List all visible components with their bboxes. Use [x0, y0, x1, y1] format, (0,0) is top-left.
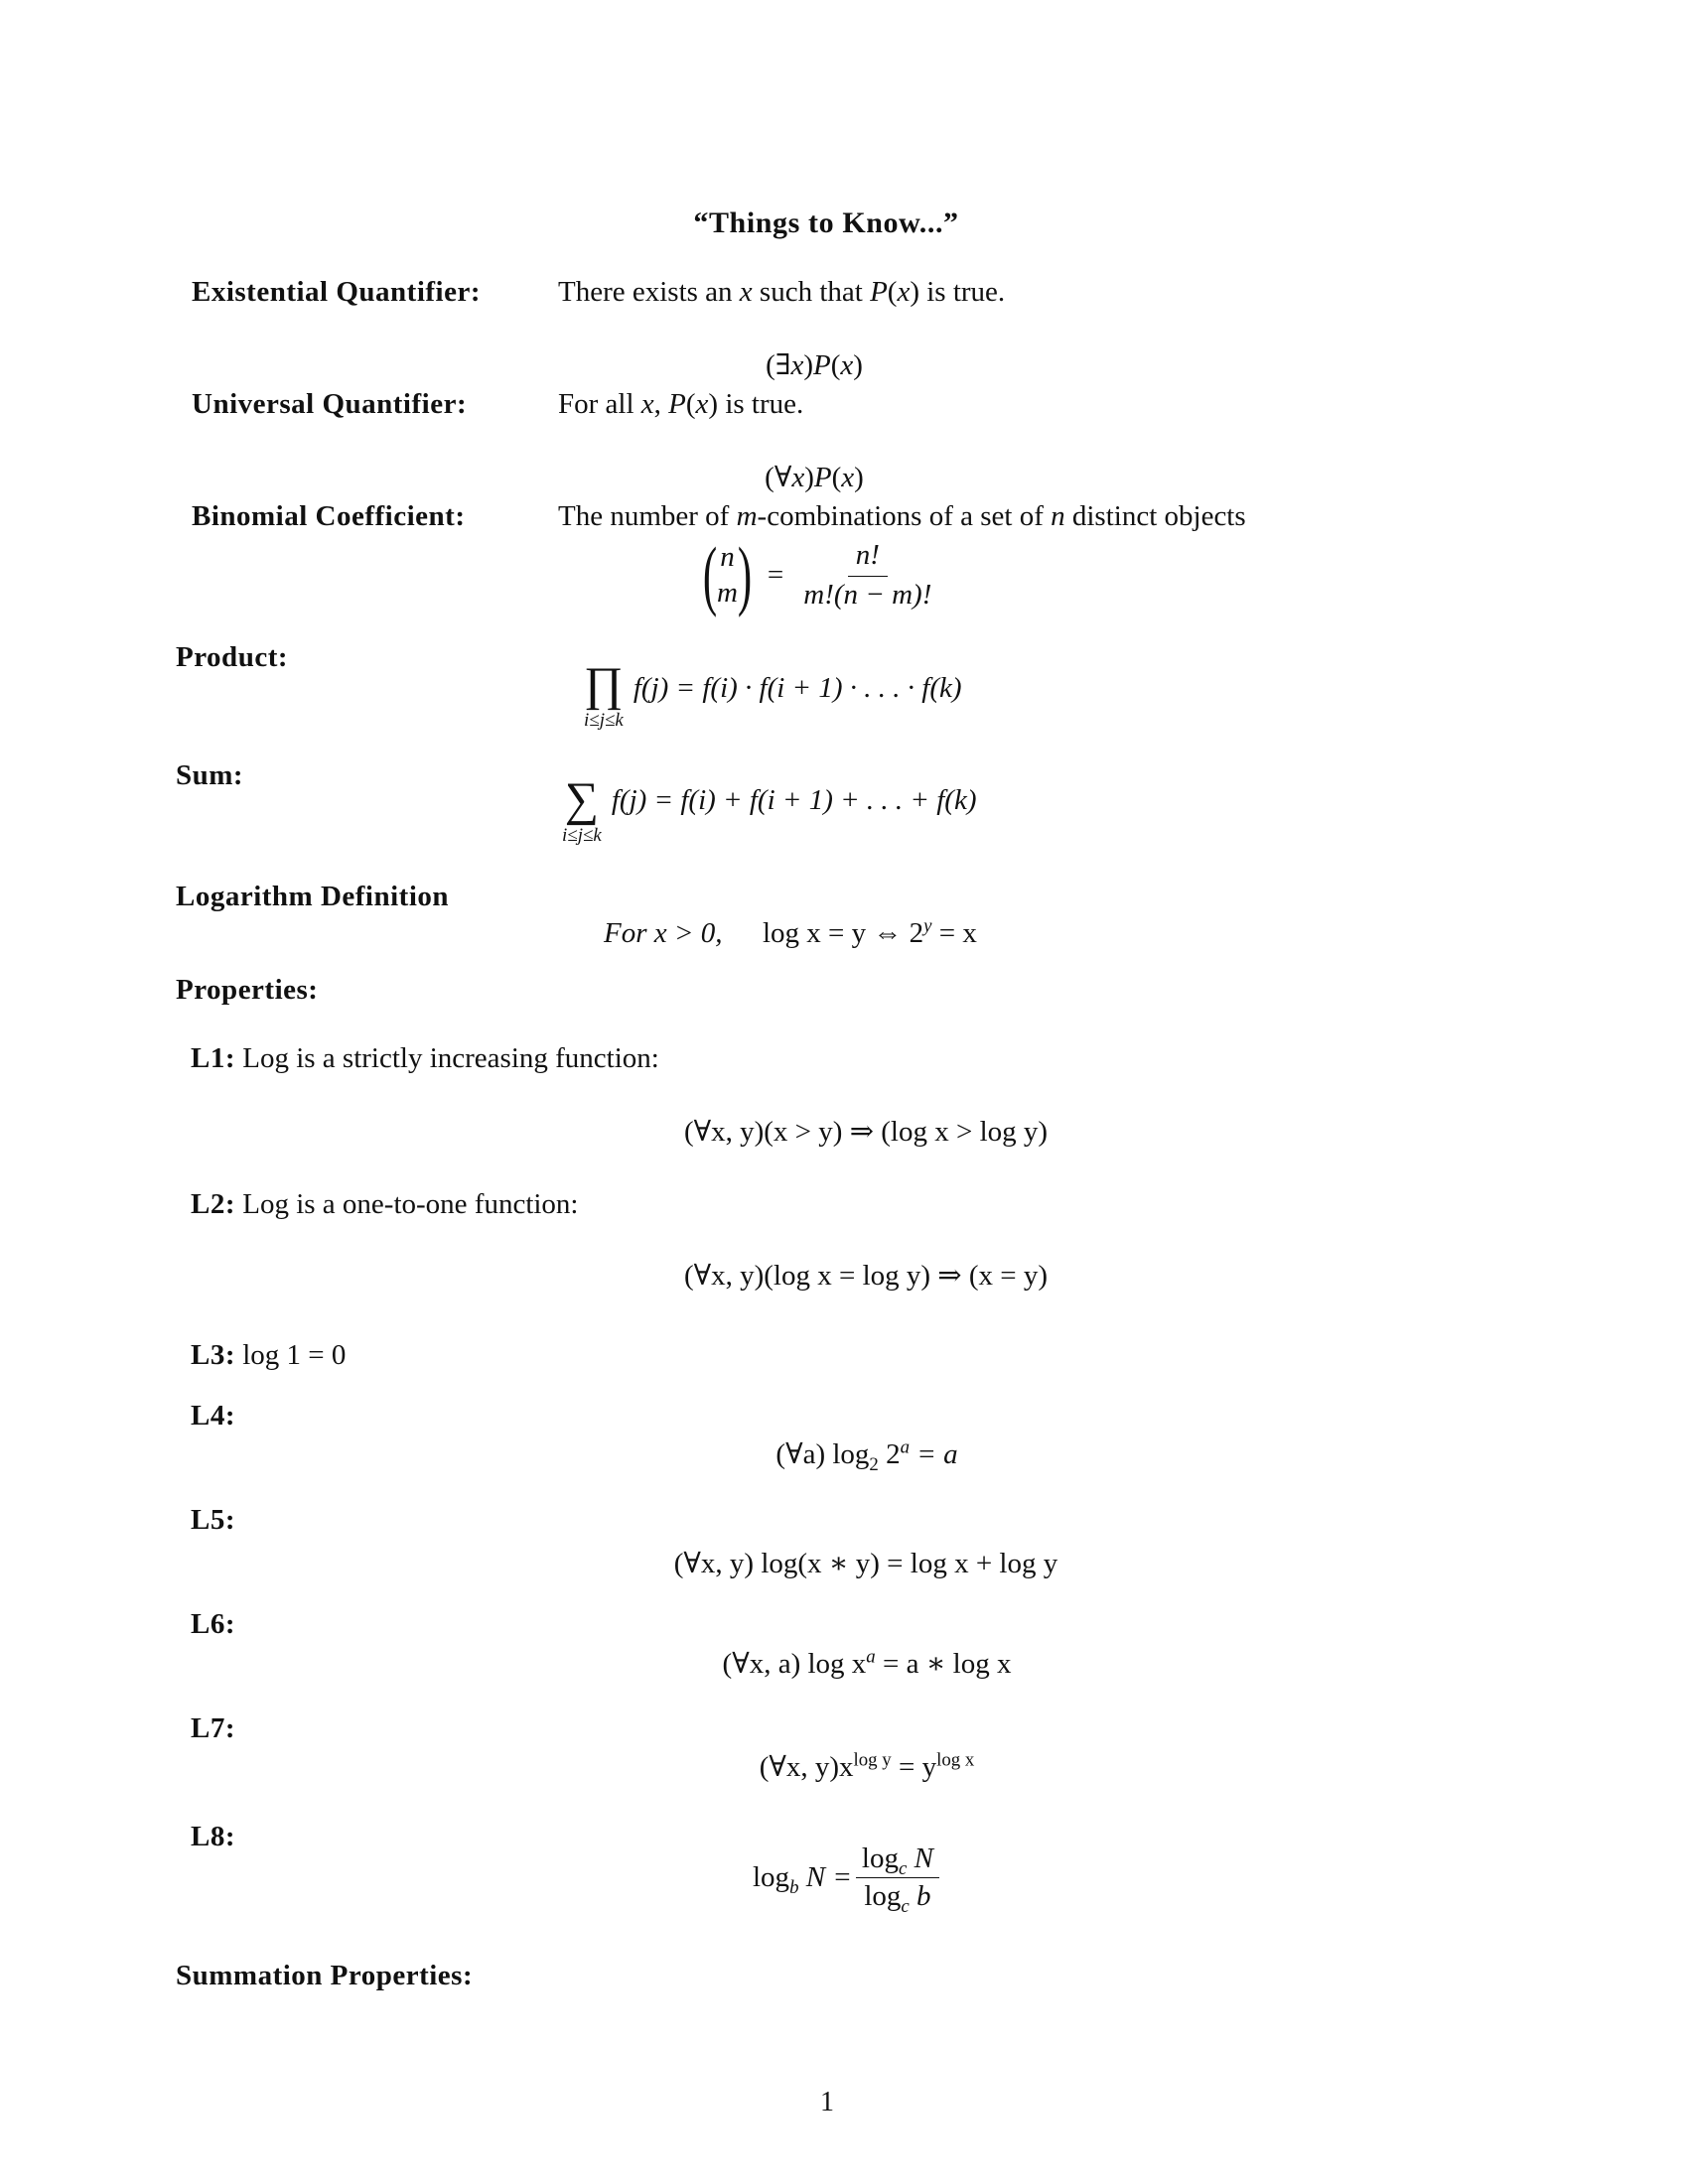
- summation-properties-label: Summation Properties:: [176, 1960, 474, 1991]
- l6-sup: a: [866, 1646, 876, 1668]
- log-body: log x = y ⇔ 2: [762, 917, 924, 949]
- sum-formula: [562, 773, 977, 846]
- l8-denominator: $\log_c b$: [864, 1880, 931, 1917]
- existential-quantifier-text: There exists an x such that P(x) is true.: [558, 276, 1006, 308]
- product-icon: ∏: [584, 658, 624, 711]
- log-tail: = x: [931, 917, 977, 949]
- var-x: x: [739, 276, 753, 308]
- property-l7-formula: [759, 1749, 975, 1783]
- logarithm-definition-formula: [604, 915, 977, 949]
- product-formula: [584, 658, 962, 731]
- property-l2-formula: (∀x, y)(log x = log y) ⇒ (x = y): [683, 1260, 1049, 1292]
- property-l7-label: L7:: [191, 1712, 235, 1744]
- sum-expression: f(j) = f(i) + f(i + 1) + . . . + f(k): [611, 784, 977, 816]
- universal-quantifier-label: Universal Quantifier:: [192, 388, 468, 420]
- property-l8-formula: [753, 1843, 943, 1917]
- property-id: L3:: [191, 1339, 235, 1371]
- equals-sign: =: [767, 558, 784, 591]
- fraction-denominator: m!(n − m)!: [803, 578, 932, 611]
- fraction-numerator: n!: [848, 541, 888, 577]
- l4-sub: 2: [869, 1453, 879, 1475]
- binomial-top: n: [720, 540, 735, 573]
- sum-limits: i≤j≤k: [562, 825, 602, 846]
- product-limits: i≤j≤k: [584, 710, 624, 731]
- property-l4-formula: [775, 1436, 958, 1475]
- l7-sup1: log y: [853, 1749, 892, 1771]
- existential-text-1: There exists an: [558, 276, 740, 308]
- property-l1-formula: (∀x, y)(x > y) ⇒ (log x > log y): [683, 1116, 1049, 1148]
- property-l6-label: L6:: [191, 1608, 235, 1640]
- property-text: log 1 = 0: [242, 1339, 347, 1371]
- l7-mid: = y: [891, 1751, 937, 1783]
- l8-lhs: $\log_b N$ =: [753, 1861, 852, 1898]
- properties-label: Properties:: [176, 974, 319, 1006]
- page-number: 1: [820, 2087, 834, 2117]
- binomial-bottom: m: [716, 577, 738, 609]
- l6-pre: (∀x, a) log x: [722, 1648, 867, 1680]
- property-l3: [191, 1341, 346, 1370]
- l6-post: = a ∗ log x: [875, 1648, 1012, 1680]
- property-l8-label: L8:: [191, 1821, 235, 1852]
- universal-quantifier-text: For all x, P(x) is true.: [558, 388, 804, 420]
- binomial-symbol: [697, 531, 758, 617]
- property-l5-formula: (∀x, y) log(x ∗ y) = log x + log y: [673, 1548, 1058, 1579]
- property-text: Log is a strictly increasing function:: [242, 1042, 659, 1074]
- property-l1: [191, 1044, 659, 1073]
- l8-fraction: [856, 1843, 939, 1917]
- property-l2: [191, 1190, 579, 1219]
- property-text: Log is a one-to-one function:: [242, 1188, 579, 1220]
- existential-quantifier-label: Existential Quantifier:: [192, 276, 482, 308]
- l4-sup: a: [900, 1436, 911, 1458]
- product-expression: f(j) = f(i) · f(i + 1) · . . . · f(k): [633, 672, 962, 704]
- binomial-coefficient-text: The number of m-combinations of a set of n distinct objects: [558, 500, 1246, 532]
- l4-pre: (∀a) log: [775, 1438, 870, 1470]
- existential-formula: (∃x)P(x): [766, 349, 863, 381]
- property-id: L2:: [191, 1188, 235, 1220]
- sum-icon: ∑: [564, 773, 600, 826]
- left-paren: (: [702, 531, 718, 617]
- l4-mid: 2: [878, 1438, 901, 1470]
- log-sup: y: [923, 915, 932, 937]
- property-id: L1:: [191, 1042, 235, 1074]
- l7-sup2: log x: [936, 1749, 975, 1771]
- binomial-formula: [697, 531, 941, 617]
- sum-operator: [562, 773, 602, 846]
- universal-formula: (∀x)P(x): [765, 462, 864, 493]
- logarithm-definition-label: Logarithm Definition: [176, 881, 450, 912]
- property-l6-formula: [722, 1646, 1012, 1680]
- binomial-fraction: [797, 538, 937, 611]
- property-l4-label: L4:: [191, 1400, 235, 1432]
- property-l5-label: L5:: [191, 1504, 235, 1536]
- binomial-coefficient-label: Binomial Coefficient:: [192, 500, 466, 532]
- page-title: “Things to Know...”: [693, 206, 959, 239]
- l4-post: = a: [910, 1438, 958, 1470]
- right-paren: ): [737, 531, 753, 617]
- l7-pre: (∀x, y)x: [759, 1751, 854, 1783]
- product-label: Product:: [176, 641, 289, 673]
- sum-label: Sum:: [176, 759, 244, 791]
- l8-numerator: $\log_c N$: [856, 1844, 939, 1878]
- product-operator: [584, 658, 624, 731]
- log-condition: For x > 0,: [604, 917, 723, 949]
